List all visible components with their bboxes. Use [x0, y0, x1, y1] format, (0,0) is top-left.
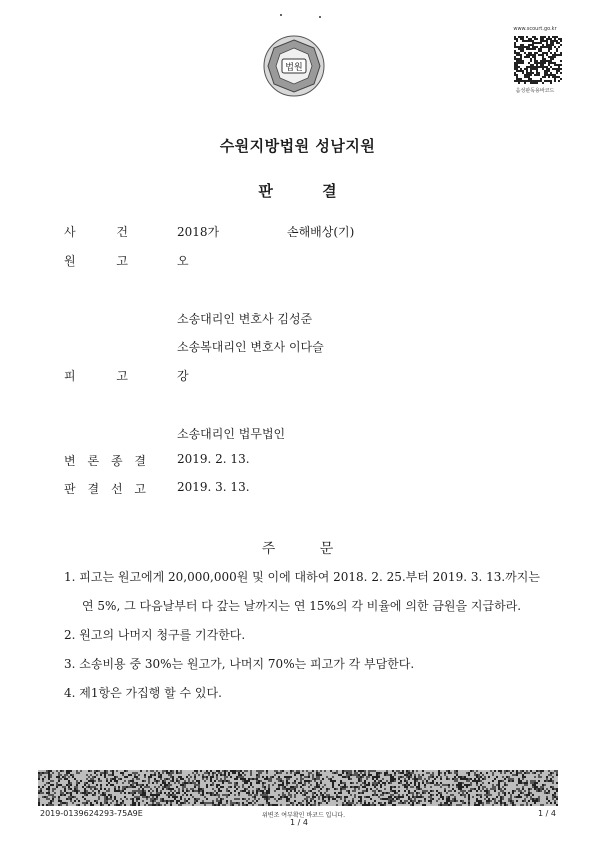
court-name: 수원지방법원 성남지원 — [219, 137, 376, 155]
field-label-argument-closed: 변 론 종 결 — [64, 454, 146, 468]
field-label-case: 사 건 — [64, 225, 128, 239]
verification-barcode-icon — [38, 770, 558, 806]
qr-caption: 음성판독용바코드 — [515, 88, 555, 94]
defendant-name: 강 — [177, 369, 189, 383]
document-id: 2019-0139624293-75A9E — [40, 809, 143, 818]
order-item-2: 2. 원고의 나머지 청구를 기각한다. — [64, 628, 246, 642]
order-item-3: 3. 소송비용 중 30%는 원고가, 나머지 70%는 피고가 각 부담한다. — [64, 657, 415, 671]
order-item-4: 4. 제1항은 가집행 할 수 있다. — [64, 686, 222, 700]
case-number: 2018가 — [177, 225, 220, 239]
plaintiff-name: 오 — [177, 254, 189, 268]
plaintiff-sub-attorney: 소송복대리인 변호사 이다슬 — [177, 340, 324, 354]
argument-closed-date: 2019. 2. 13. — [177, 452, 250, 466]
scan-speck — [280, 14, 282, 16]
order-item-1-cont: 연 5%, 그 다음날부터 다 갚는 날까지는 연 15%의 각 비율에 의한 금원을 지급하라. — [82, 599, 522, 613]
verification-url: www.scourt.go.kr — [513, 26, 557, 32]
field-label-plaintiff: 원 고 — [64, 254, 128, 268]
barcode-notice: 위변조 여부확인 바코드 입니다. — [262, 812, 345, 819]
court-seal-icon — [262, 34, 326, 98]
document-title: 판 결 — [258, 182, 337, 200]
plaintiff-attorney: 소송대리인 변호사 김성준 — [177, 312, 313, 326]
case-name: 손해배상(기) — [287, 225, 355, 239]
order-heading: 주 문 — [261, 541, 334, 557]
order-item-1: 1. 피고는 원고에게 20,000,000원 및 이에 대하여 2018. 2. 25.부터 2019. 3. 13.까지는 — [64, 570, 540, 584]
seal-text: 법원 — [285, 63, 303, 73]
field-label-judgment-date: 판 결 선 고 — [64, 482, 146, 496]
defendant-attorney: 소송대리인 법무법인 — [177, 427, 286, 441]
page-number: 1 / 4 — [538, 809, 556, 818]
judgment-date: 2019. 3. 13. — [177, 480, 250, 494]
center-page-number: 1 / 4 — [290, 818, 308, 827]
qr-code-icon — [514, 36, 562, 84]
scan-speck — [319, 16, 321, 18]
field-label-defendant: 피 고 — [64, 369, 128, 383]
